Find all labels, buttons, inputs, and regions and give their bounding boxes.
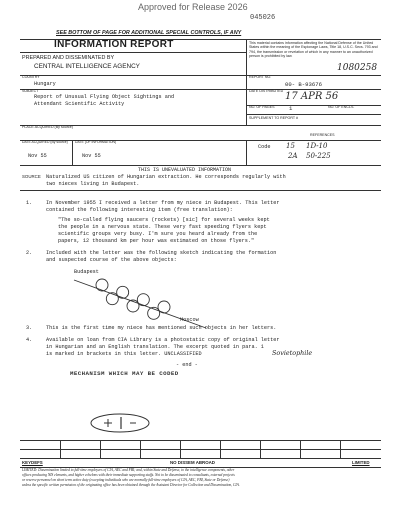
footer-col-6 <box>260 440 261 458</box>
footer-col-7 <box>300 440 301 458</box>
item-1-line-1: In November 1955 I received a letter from my niece in Budapest. This letter <box>46 200 280 206</box>
subject-line-2: Attendant Scientific Activity <box>34 101 125 107</box>
item-3-number: 3. <box>26 325 33 331</box>
footer-grid-row <box>20 449 381 450</box>
date-distributed-label: DATE DISTRIBUTED <box>249 89 284 93</box>
subject-rule <box>20 89 381 90</box>
item-2-number: 2. <box>26 250 33 256</box>
item-4-line-2: in Hungarian and an English translation. The excerpt quoted in para. 1 <box>46 344 264 350</box>
unevaluated-notice: THIS IS UNEVALUATED INFORMATION <box>138 167 232 173</box>
ref-num-1: 15 <box>286 142 295 150</box>
date-distributed-value: 17 APR 56 <box>285 91 339 102</box>
document-number: 045026 <box>250 14 276 22</box>
item-2-line-1: Included with the letter was the following sketch indicating the formation <box>46 250 277 256</box>
footer-grid-bottom <box>20 458 381 459</box>
pages-label: NO. OF PAGES <box>249 105 275 109</box>
partial-control-line: MECHANISM WHICH MAY BE CODED <box>70 370 179 377</box>
ref-code-3: 2A <box>288 152 298 160</box>
footer-grid-top <box>20 440 381 441</box>
place-acquired-label: PLACE ACQUIRED (By source) <box>22 125 73 129</box>
footer-left-label: KEYDEFS <box>22 460 43 465</box>
ref-divider <box>246 140 247 165</box>
quote-line-1: "The so-called flying saucers (rockets) [sic] for several weeks kept <box>58 217 270 223</box>
flying-object-circle <box>96 279 108 291</box>
enclosures-label: NO. OF ENCLS. <box>328 105 355 109</box>
quote-line-3: scientific groups very busy. I'm sure you heard already from the <box>58 231 258 237</box>
item-3-line-1: This is the first time my niece has mentioned such objects in her letters. <box>46 325 277 331</box>
footer-right-label: LIMITED <box>352 460 370 465</box>
footer-col-1 <box>60 440 61 458</box>
sketch-label-budapest: Budapest <box>74 269 99 275</box>
ref-num-3: 50-225 <box>306 152 331 160</box>
footer-col-8 <box>340 440 341 458</box>
references-label: REFERENCES <box>310 133 335 137</box>
form-bottom-rule <box>20 165 381 166</box>
flying-object-circle <box>117 286 129 298</box>
agency-name: CENTRAL INTELLIGENCE AGENCY <box>34 63 140 70</box>
report-no-label: REPORT NO. <box>249 75 272 79</box>
sketch-label-moscow: Moscow <box>180 317 199 323</box>
source-line-1: Naturalized US citizen of Hungarian extraction. He corresponds regularly with <box>46 174 286 180</box>
espionage-notice: This material contains information affecting the National Defense of the United States within the meaning of the Espionage Laws, Title 18, U.S.C. Secs. 793 and 794, the transmission or revelation of which in any manner to an unauthorized person is prohibited by law. <box>249 41 378 59</box>
flying-object-circle <box>158 301 170 313</box>
source-line-2: two nieces living in Budapest. <box>46 181 140 187</box>
country-value: Hungary <box>34 81 56 87</box>
footer-text-3: or reserve personnel on short term active duty (excepting individuals who are normally full-time employees of CIA, AEC, FBI, State or Defense) <box>22 478 230 482</box>
supplement-rule <box>20 125 381 126</box>
country-label: COUNTRY <box>22 75 40 79</box>
item-4-line-1: Available on loan from CIA Library is a photostatic copy of original letter <box>46 337 280 343</box>
footer-text-2: offices producing NIS elements, and higher echelons with their immediate supporting staffs. Not to be disseminated to consultants, external projects <box>22 473 235 477</box>
fields-divider <box>246 75 247 125</box>
handwritten-note: Sovietophile <box>272 349 313 357</box>
item-2-line-2: and suspected course of the above objects: <box>46 257 177 263</box>
ref-code-2: 1D-10 <box>306 142 328 150</box>
footer-text-4: unless the specific written permission of the originating office has been obtained through the Assistant Director for Collection and Dissemination, CIA. <box>22 483 240 487</box>
source-label: SOURCE <box>22 174 41 179</box>
header-divider <box>246 39 247 75</box>
ref-code-1: Code <box>258 144 271 150</box>
release-stamp: Approved for Release 2026 <box>138 2 248 12</box>
footer-text-1: LIMITED: Dissemination limited to full-time employees of CIA, AEC and FBI; and, within State and Defense, to the intelligence components, other <box>22 468 235 472</box>
date-divider <box>72 140 73 165</box>
quote-line-4: papers, 12 thousand km per hour was estimated on those flyers." <box>58 238 255 244</box>
prepared-label: PREPARED AND DISSEMINATED BY <box>22 55 115 61</box>
source-rule <box>20 190 381 191</box>
date-info-value: Nov 55 <box>82 153 101 159</box>
item-1-number: 1. <box>26 200 33 206</box>
form-title: INFORMATION REPORT <box>54 39 174 50</box>
footer-col-4 <box>180 440 181 458</box>
end-marker: - end - <box>176 362 198 368</box>
item-1-line-2: contained the following interesting item (free translation): <box>46 207 233 213</box>
footer-col-2 <box>100 440 101 458</box>
special-controls-banner: SEE BOTTOM OF PAGE FOR ADDITIONAL SPECIAL CONTROLS, IF ANY <box>56 30 242 36</box>
subject-label: SUBJECT <box>22 89 39 93</box>
handwritten-number: 1080258 <box>337 63 378 73</box>
country-rule <box>20 75 381 76</box>
footer-col-5 <box>220 440 221 458</box>
supplement-label: SUPPLEMENT TO REPORT # <box>249 116 298 120</box>
date-acquired-label: DATE ACQUIRED (By source) <box>22 140 68 144</box>
flying-object-circle <box>106 293 118 305</box>
quote-line-2: the people in a nervous state. These very fast speeding flyers kept <box>58 224 267 230</box>
date-acquired-value: Nov 55 <box>28 153 47 159</box>
item-4-line-3: is marked in brackets in this letter. UNCLASSIFIED <box>46 351 202 357</box>
pages-value: 1 <box>289 105 293 112</box>
flying-object-circle <box>137 294 149 306</box>
footer-col-3 <box>140 440 141 458</box>
footer-center-label: NO DISSEM ABROAD <box>170 460 215 465</box>
title-rule <box>20 52 246 53</box>
report-no-value: 00- B-93676 <box>285 81 322 88</box>
pages-rule <box>246 114 381 115</box>
subject-line-1: Report of Unusual Flying Object Sightings and <box>34 94 175 100</box>
circled-mark <box>88 412 152 434</box>
date-info-label: DATE (OF INFORMATION) <box>75 140 117 144</box>
item-4-number: 4. <box>26 337 33 343</box>
